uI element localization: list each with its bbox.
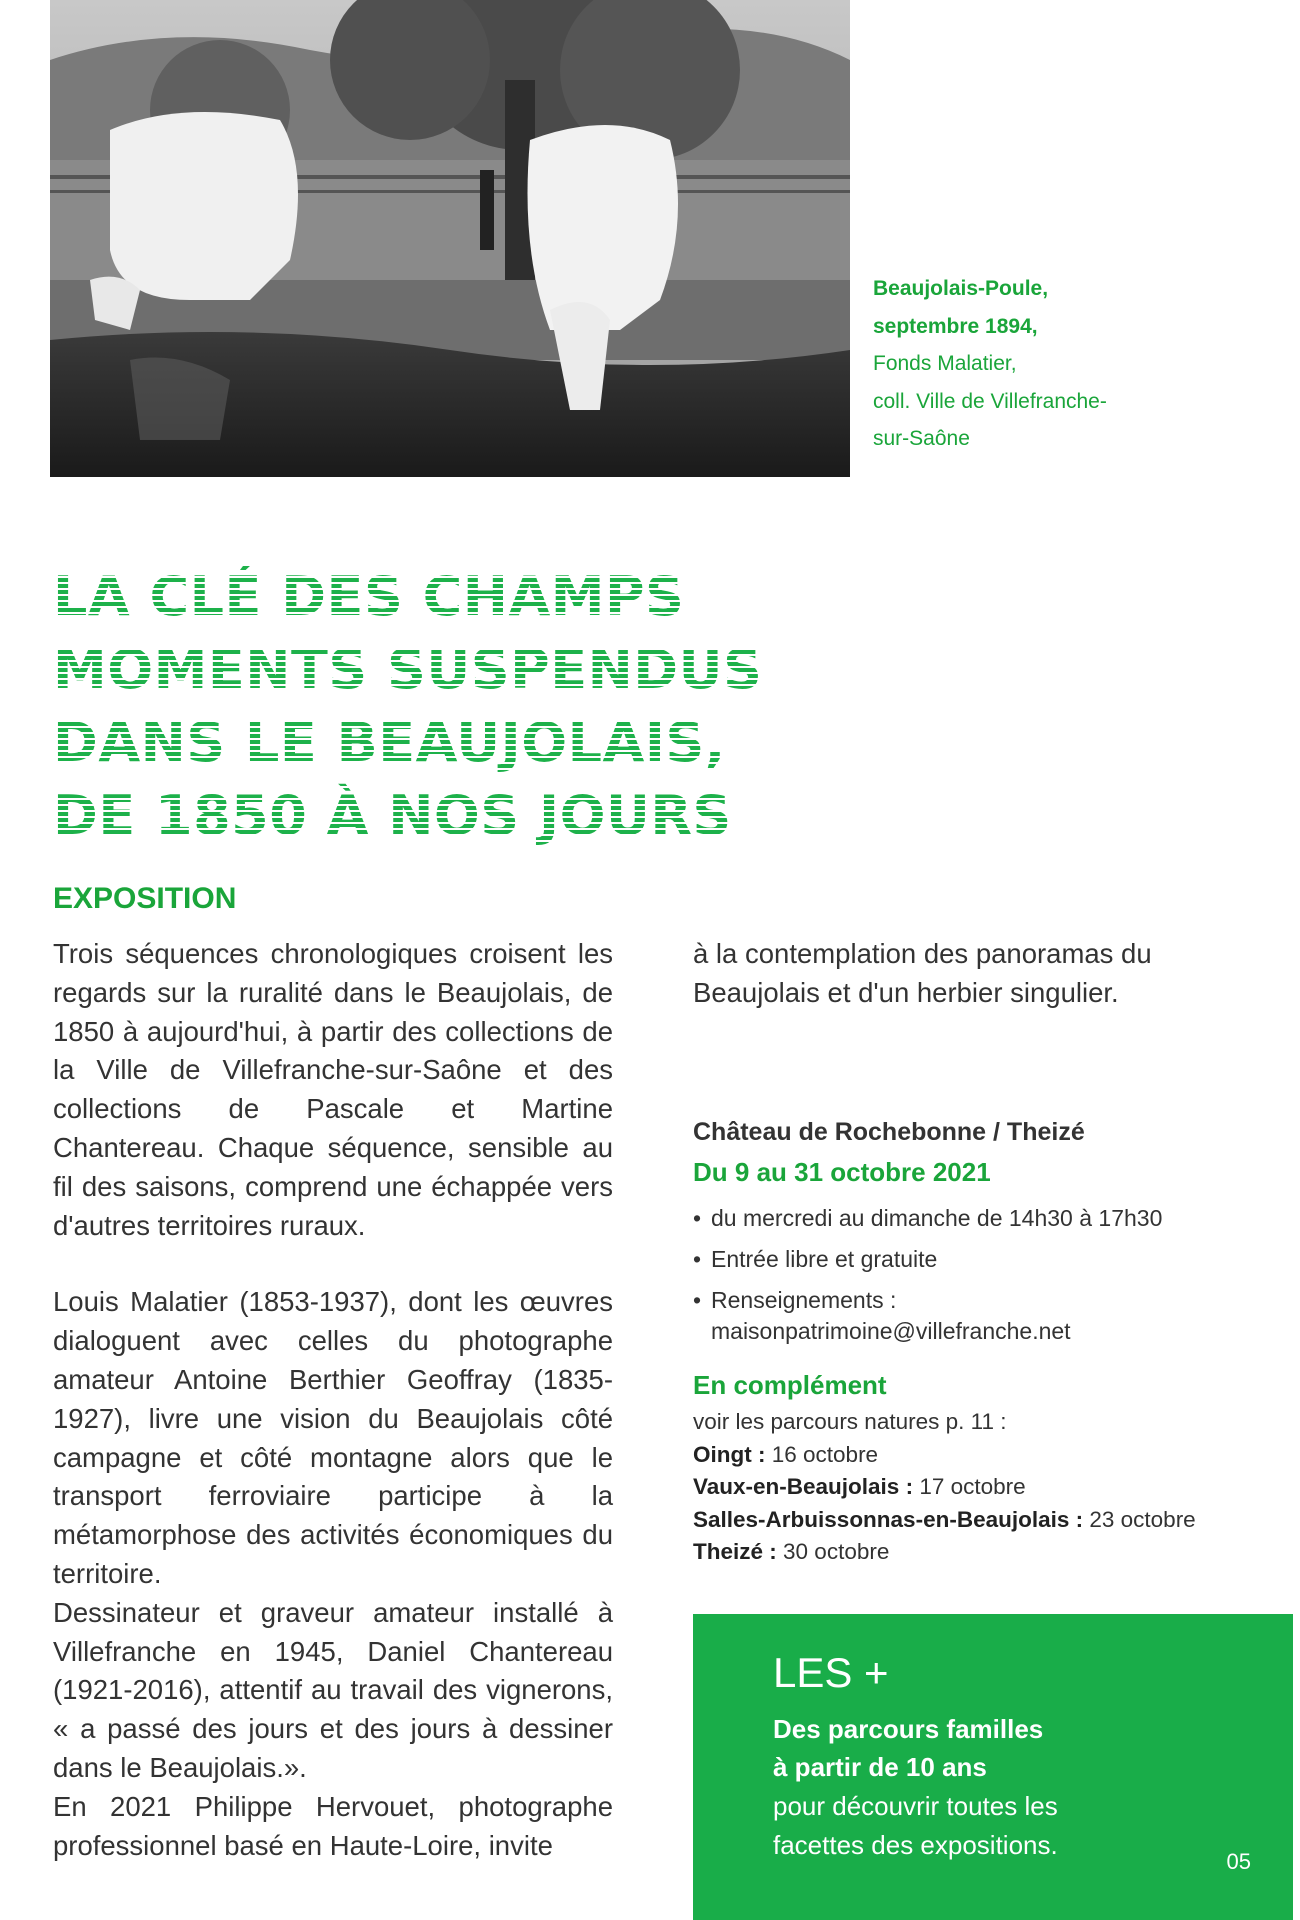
event-place: Salles-Arbuissonnas-en-Beaujolais : [693,1506,1084,1532]
body-column-left [53,935,613,1865]
cows-photo [50,0,850,477]
info-item: • du mercredi au dimanche de 14h30 à 17h30 [693,1203,1253,1234]
info-label: Renseignements : [711,1287,897,1313]
email-link[interactable]: maisonpatrimoine@villefranche.net [711,1318,1071,1344]
body-paragraph-continued: à la contemplation des panoramas du Beaujolais et d'un herbier singulier. [693,938,1152,1008]
info-item: • Entrée libre et gratuite [693,1244,1253,1275]
page-number: 05 [1226,1849,1251,1874]
caption-line: sur-Saône [873,427,970,450]
list-item [693,1471,1293,1504]
body-paragraph: En 2021 Philippe Hervouet, photographe professionnel basé en Haute-Loire, invite [53,1790,613,1861]
les-plus-line: facettes des expositions. [773,1830,1058,1860]
list-item [693,1504,1293,1537]
event-date: 23 octobre [1089,1506,1196,1532]
section-label: EXPOSITION [53,882,237,915]
event-place: Vaux-en-Beaujolais : [693,1474,914,1499]
list-item [693,1439,1293,1472]
body-paragraph: Louis Malatier (1853-1937), dont les œuvres dialoguent avec celles du photographe amateur Antoine Berthier Geoffray (1835-1927), livre une vision du Beaujolais côté campagne et côté montagne alors que le transport ferroviaire participe à la métamorphose des activités économiques du territoire. [53,1286,613,1589]
caption-line: septembre 1894, [873,314,1038,338]
les-plus-box [693,1614,1293,1920]
caption-line: Beaujolais-Poule, [873,277,1049,300]
event-date: 17 octobre [919,1474,1026,1499]
body-paragraph: Trois séquences chronologiques croisent les regards sur la ruralité dans le Beaujolais, de 1850 à aujourd'hui, à partir des collections de la Ville de Villefranche-sur-Saône et des collections de Pascale et Martine Chantereau. Chaque séquence, sensible au fil des saisons, comprend une échappée vers d'autres territoires ruraux. [53,938,613,1241]
caption-line: coll. Ville de Villefranche- [873,389,1107,413]
title-line: DANS LE BEAUJOLAIS, [53,711,726,774]
complement-list [693,1406,1293,1569]
dates: Du 9 au 31 octobre 2021 [693,1157,991,1187]
event-place: Oingt : [693,1441,766,1467]
les-plus-line: Des parcours familles [773,1714,1044,1744]
event-date: 16 octobre [771,1441,879,1467]
complement-intro: voir les parcours natures p. 11 : [693,1409,1007,1434]
title-line: LA CLÉ DES CHAMPS [53,565,685,628]
info-item [693,1285,1253,1347]
body-paragraph: Dessinateur et graveur amateur installé à Villefranche en 1945, Daniel Chantereau (1921-2016), attentif au travail des vignerons, « a passé des jours et des jours à dessiner dans le Beaujolais.». [53,1596,613,1783]
page-title [53,560,853,852]
info-list [693,1203,1253,1357]
list-item [693,1536,1293,1569]
les-plus-line: pour découvrir toutes les [773,1791,1058,1821]
title-line: DE 1850 À NOS JOURS [53,784,732,847]
complement-heading: En complément [693,1370,887,1400]
event-date: 30 octobre [783,1539,890,1564]
les-plus-title: LES + [773,1649,889,1696]
title-line: MOMENTS SUSPENDUS [53,638,763,701]
event-place: Theizé : [693,1539,777,1564]
venue: Château de Rochebonne / Theizé [693,1118,1085,1146]
les-plus-line: à partir de 10 ans [773,1752,987,1782]
photo-caption [873,270,1173,458]
caption-line: Fonds Malatier, [873,352,1017,375]
